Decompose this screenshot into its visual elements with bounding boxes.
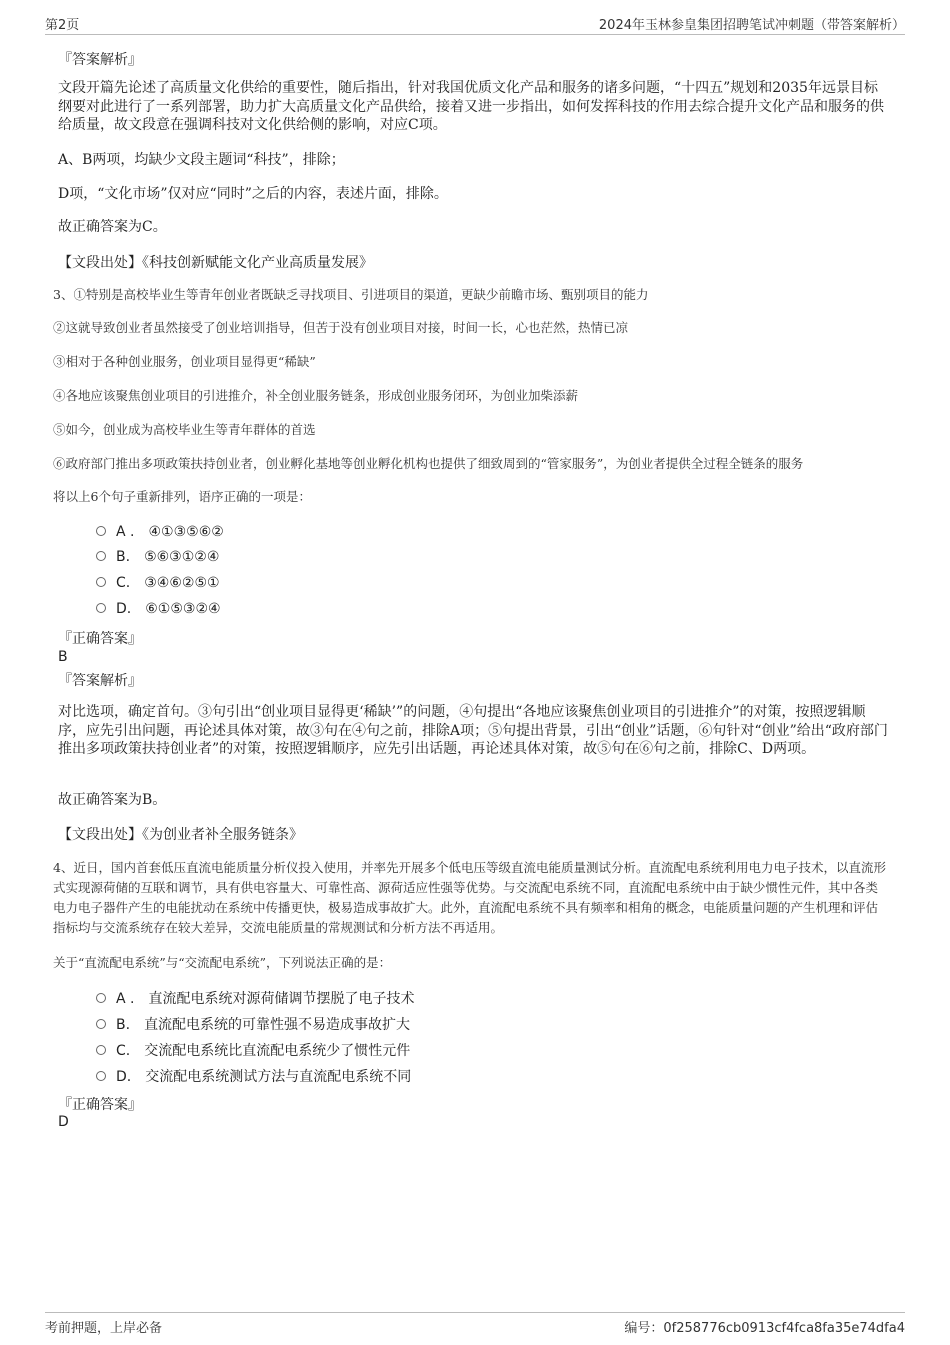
q3-sentence-1: 3、①特别是高校毕业生等青年创业者既缺乏寻找项目、引进项目的渠道，更缺少前瞻市场、甄别项目的能力 [53,287,649,302]
q2-conclusion: 故正确答案为C。 [58,219,167,235]
document-code: 编号：0f258776cb0913cf4fca8fa35e74dfa4 [624,1321,905,1336]
q4-option-c[interactable]: C. 交流配电系统比直流配电系统少了惯性元件 [96,1040,410,1062]
radio-icon[interactable] [96,551,106,561]
radio-icon[interactable] [96,1019,106,1029]
q4-option-a[interactable]: A . 直流配电系统对源荷储调节摆脱了电子技术 [96,988,414,1010]
q3-analysis-label: 『答案解析』 [58,673,142,689]
q3-analysis-text: 对比选项，确定首句。③句引出“创业项目显得更‘稀缺’”的问题，④句提出“各地应该聚焦创业项目的引进推介”的对策，按照逻辑顺序，应先引出问题，再论述具体对策，故③句在④句之前，排除A项；⑤句提出背景，引出“创业”话题，⑥句针对“创业”给出“政府部门推出多项政策扶持创业者”的对策，按照逻辑顺序，应先引出话题，再论述具体对策，故⑤句在⑥句之前，排除C、D两项。 [58,704,888,757]
q2-source: 【文段出处】《科技创新赋能文化产业高质量发展》 [58,255,373,271]
q4-passage: 4、近日，国内首套低压直流电能质量分析仪投入使用，并率先开展多个低电压等级直流电能质量测试分析。直流配电系统利用电力电子技术，以直流形式实现源荷储的互联和调节，具有供电容量大、可靠性高、源荷适应性强等优势。与交流配电系统不同，直流配电系统中由于缺少惯性元件，其中各类电力电子器件产生的电能扰动在系统中传播更快，极易造成事故扩大。此外，直流配电系统不具有频率和相角的概念，电能质量问题的产生机理和评估指标均与交流系统存在较大差异，交流电能质量的常规测试和分析方法不再适用。 [53,860,886,935]
page-footer [45,1312,905,1335]
q4-option-d[interactable]: D. 交流配电系统测试方法与直流配电系统不同 [96,1066,411,1088]
radio-icon[interactable] [96,603,106,613]
radio-icon[interactable] [96,993,106,1003]
q3-source: 【文段出处】《为创业者补全服务链条》 [58,827,303,843]
q3-sentence-4: ④各地应该聚焦创业项目的引进推介，补全创业服务链条，形成创业服务闭环，为创业加柴添薪 [53,388,579,403]
q3-option-a[interactable]: A . ④①③⑤⑥② [96,524,224,546]
q4-answer-label: 『正确答案』 [58,1097,142,1113]
q2-analysis-text: 文段开篇先论述了高质量文化供给的重要性，随后指出，针对我国优质文化产品和服务的诸多问题，“十四五”规划和2035年远景目标纲要对此进行了一系列部署，助力扩大高质量文化产品供给，接着又进一步指出，如何发挥科技的作用去综合提升文化产品和服务的供给质量，故文段意在强调科技对文化供给侧的影响，对应C项。 [58,80,884,133]
radio-icon[interactable] [96,1045,106,1055]
radio-icon[interactable] [96,577,106,587]
radio-icon[interactable] [96,1071,106,1081]
footer-slogan: 考前押题，上岸必备 [45,1321,163,1336]
q4-prompt: 关于“直流配电系统”与“交流配电系统”，下列说法正确的是： [53,955,392,970]
q3-sentence-5: ⑤如今，创业成为高校毕业生等青年群体的首选 [53,422,316,437]
q3-option-d[interactable]: D. ⑥①⑤③②④ [96,601,221,623]
q3-option-c[interactable]: C. ③④⑥②⑤① [96,575,220,597]
q3-prompt: 将以上6个句子重新排列，语序正确的一项是： [53,489,311,504]
q3-sentence-3: ③相对于各种创业服务，创业项目显得更“稀缺” [53,354,316,369]
page-number: 第2页 [45,18,80,33]
radio-icon[interactable] [96,526,106,536]
document-title: 2024年玉林参皇集团招聘笔试冲刺题（带答案解析） [598,18,905,33]
q4-answer: D [58,1114,69,1130]
q3-answer: B [58,649,68,665]
q3-answer-label: 『正确答案』 [58,631,142,647]
q4-option-b[interactable]: B. 直流配电系统的可靠性强不易造成事故扩大 [96,1014,410,1036]
q2-d-elimination: D项，“文化市场”仅对应“同时”之后的内容，表述片面，排除。 [58,186,448,202]
q3-option-b[interactable]: B. ⑤⑥③①②④ [96,549,219,571]
q3-sentence-2: ②这就导致创业者虽然接受了创业培训指导，但苦于没有创业项目对接，时间一长，心也茫然，热情已凉 [53,320,629,335]
q3-conclusion: 故正确答案为B。 [58,792,167,808]
q3-sentence-6: ⑥政府部门推出多项政策扶持创业者，创业孵化基地等创业孵化机构也提供了细致周到的“管家服务”，为创业者提供全过程全链条的服务 [53,456,804,471]
q2-ab-elimination: A、B两项，均缺少文段主题词“科技”，排除； [58,152,345,168]
q2-analysis-label: 『答案解析』 [58,52,142,68]
page-header [45,14,905,35]
